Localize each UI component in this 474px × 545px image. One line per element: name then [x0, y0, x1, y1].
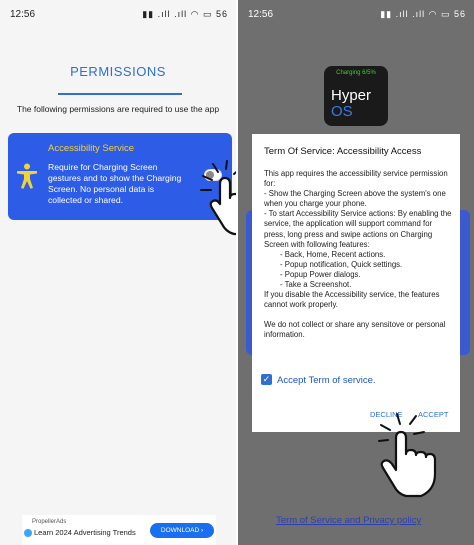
- feature-item: - Take a Screenshot.: [280, 280, 352, 290]
- status-bar: [238, 0, 474, 28]
- dialog-paragraph-2: - To start Accessibility Service actions: By enabling the service, the application will support command for press, long press and swipe actions on Charging Screen with following features:: [264, 209, 452, 249]
- feature-item: - Popup notification, Quick settings.: [280, 259, 403, 269]
- tap-hand-icon: [364, 408, 438, 498]
- ad-logo-icon: [24, 529, 32, 537]
- page-title: PERMISSIONS: [70, 64, 166, 79]
- permissions-screen: [0, 0, 236, 545]
- decline-button[interactable]: DECLINE: [370, 410, 403, 419]
- feature-item: - Back, Home, Recent actions.: [280, 249, 386, 259]
- permissions-description: The following permissions are required to use the app: [16, 104, 220, 114]
- status-bar: [0, 0, 236, 28]
- terms-privacy-link[interactable]: Term of Service and Privacy policy: [276, 515, 422, 526]
- terms-dialog: [252, 134, 460, 432]
- title-underline: [58, 93, 182, 95]
- accept-terms-label[interactable]: Accept Term of service.: [277, 375, 376, 386]
- accessibility-icon: [16, 163, 38, 189]
- dialog-title: Term Of Service: Accessibility Access: [264, 146, 422, 157]
- ad-source: PropellerAds: [32, 519, 67, 525]
- status-time: 12:56: [10, 9, 36, 20]
- logo-os-text: OS: [331, 103, 353, 120]
- tap-hand-icon: [196, 160, 236, 236]
- dialog-paragraph-1: - Show the Charging Screen above the system's one when you charge your phone.: [264, 189, 446, 209]
- accessibility-title: Accessibility Service: [48, 143, 135, 154]
- accept-button[interactable]: ACCEPT: [418, 410, 449, 419]
- status-time: 12:56: [248, 9, 274, 20]
- logo-hyper-text: Hyper: [331, 87, 372, 104]
- ad-download-button[interactable]: DOWNLOAD ›: [150, 523, 214, 538]
- status-icons: ▮▮ .ıll .ıll ◠ ▭ 56: [380, 9, 466, 19]
- logo-charging-text: Charging 6/5%: [336, 70, 376, 76]
- app-logo: [324, 66, 388, 126]
- status-icons: ▮▮ .ıll .ıll ◠ ▭ 56: [142, 9, 228, 19]
- terms-dialog-screen: [238, 0, 474, 545]
- accessibility-description: Require for Charging Screen gestures and to show the Charging Screen. No personal data is collected or shared.: [48, 162, 182, 205]
- dialog-disable-note: If you disable the Accessibility service, the features cannot work properly.: [264, 290, 440, 310]
- feature-item: - Popup Power dialogs.: [280, 269, 361, 279]
- accept-terms-checkbox[interactable]: ✓: [262, 374, 271, 384]
- ad-banner[interactable]: [22, 515, 216, 545]
- dialog-intro: This app requires the accessibility service permission for:: [264, 169, 448, 189]
- ad-text: Learn 2024 Advertising Trends: [34, 528, 136, 537]
- dialog-privacy-note: We do not collect or share any sensitove or personal information.: [264, 320, 446, 340]
- dialog-body: [264, 169, 454, 341]
